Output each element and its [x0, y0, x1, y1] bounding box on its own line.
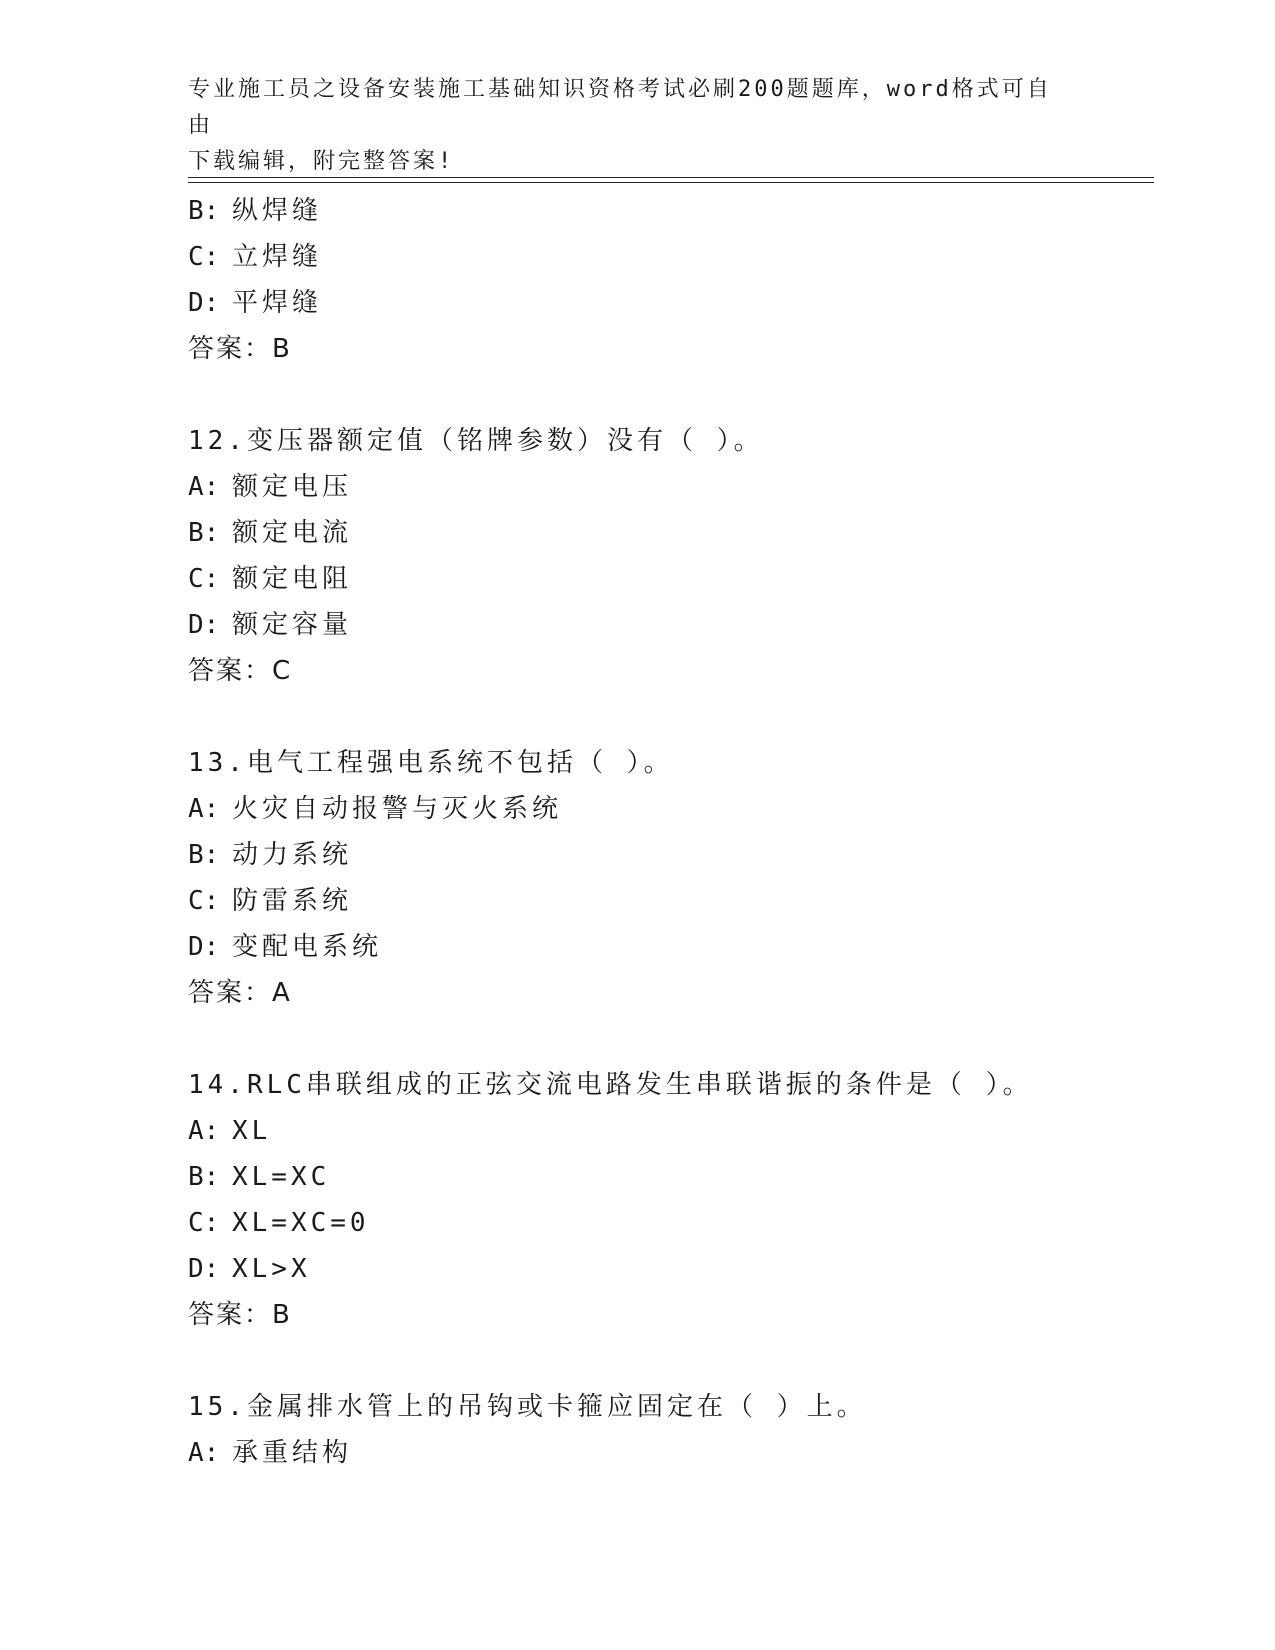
option-d — [188, 280, 1148, 326]
option-a — [188, 786, 1148, 832]
option-text: XL>X — [232, 1254, 311, 1284]
option-c — [188, 234, 1148, 280]
question-list — [188, 188, 1148, 1476]
option-label: A: — [188, 1116, 220, 1146]
option-text: 火灾自动报警与灭火系统 — [232, 794, 563, 824]
option-label: B: — [188, 518, 220, 548]
option-text: 额定电流 — [232, 518, 353, 548]
answer-line: 答案：B — [188, 1300, 292, 1330]
option-text: 额定电压 — [232, 472, 353, 502]
option-label: B: — [188, 1162, 220, 1192]
option-d — [188, 924, 1148, 970]
option-label: A: — [188, 1438, 220, 1468]
option-label: C: — [188, 1208, 220, 1238]
option-label: A: — [188, 794, 220, 824]
option-label: C: — [188, 564, 220, 594]
option-label: C: — [188, 886, 220, 916]
option-b — [188, 1154, 1148, 1200]
option-text: 防雷系统 — [232, 886, 353, 916]
option-c — [188, 556, 1148, 602]
partial-question — [188, 188, 1148, 372]
question-14 — [188, 1062, 1148, 1338]
answer-line: 答案：C — [188, 656, 293, 686]
option-label: D: — [188, 932, 220, 962]
option-d — [188, 1246, 1148, 1292]
option-label: A: — [188, 472, 220, 502]
option-d — [188, 602, 1148, 648]
option-text: XL=XC — [232, 1162, 331, 1192]
option-b — [188, 510, 1148, 556]
option-label: D: — [188, 288, 220, 318]
option-c — [188, 1200, 1148, 1246]
option-text: 纵焊缝 — [232, 196, 323, 226]
option-text: 承重结构 — [232, 1438, 353, 1468]
header-divider-bottom — [188, 182, 1154, 183]
answer-line: 答案：B — [188, 334, 292, 364]
answer-line: 答案：A — [188, 978, 292, 1008]
header-line-1: 专业施工员之设备安装施工基础知识资格考试必刷200题题库，word格式可自由 — [188, 77, 1052, 138]
question-stem: 12.变压器额定值（铭牌参数）没有（ ）。 — [188, 426, 764, 456]
option-text: 立焊缝 — [232, 242, 323, 272]
option-text: 动力系统 — [232, 840, 353, 870]
option-text: 变配电系统 — [232, 932, 383, 962]
option-label: C: — [188, 242, 220, 272]
question-stem: 14.RLC串联组成的正弦交流电路发生串联谐振的条件是（ ）。 — [188, 1070, 1033, 1100]
option-b — [188, 832, 1148, 878]
question-13 — [188, 740, 1148, 1016]
option-text: XL=XC=0 — [232, 1208, 370, 1238]
option-a — [188, 1430, 1148, 1476]
question-stem: 15.金属排水管上的吊钩或卡箍应固定在（ ）上。 — [188, 1392, 867, 1422]
option-text: 平焊缝 — [232, 288, 323, 318]
header-line-2: 下载编辑，附完整答案! — [188, 149, 455, 174]
option-text: 额定电阻 — [232, 564, 353, 594]
option-b — [188, 188, 1148, 234]
question-stem: 13.电气工程强电系统不包括（ ）。 — [188, 748, 674, 778]
option-a — [188, 1108, 1148, 1154]
option-label: D: — [188, 610, 220, 640]
question-12 — [188, 418, 1148, 694]
option-a — [188, 464, 1148, 510]
header-divider-top — [188, 177, 1154, 178]
option-text: 额定容量 — [232, 610, 353, 640]
option-label: B: — [188, 840, 220, 870]
question-15 — [188, 1384, 1148, 1476]
option-text: XL — [232, 1116, 272, 1146]
option-label: B: — [188, 196, 220, 226]
option-c — [188, 878, 1148, 924]
option-label: D: — [188, 1254, 220, 1284]
document-header — [188, 72, 1068, 180]
